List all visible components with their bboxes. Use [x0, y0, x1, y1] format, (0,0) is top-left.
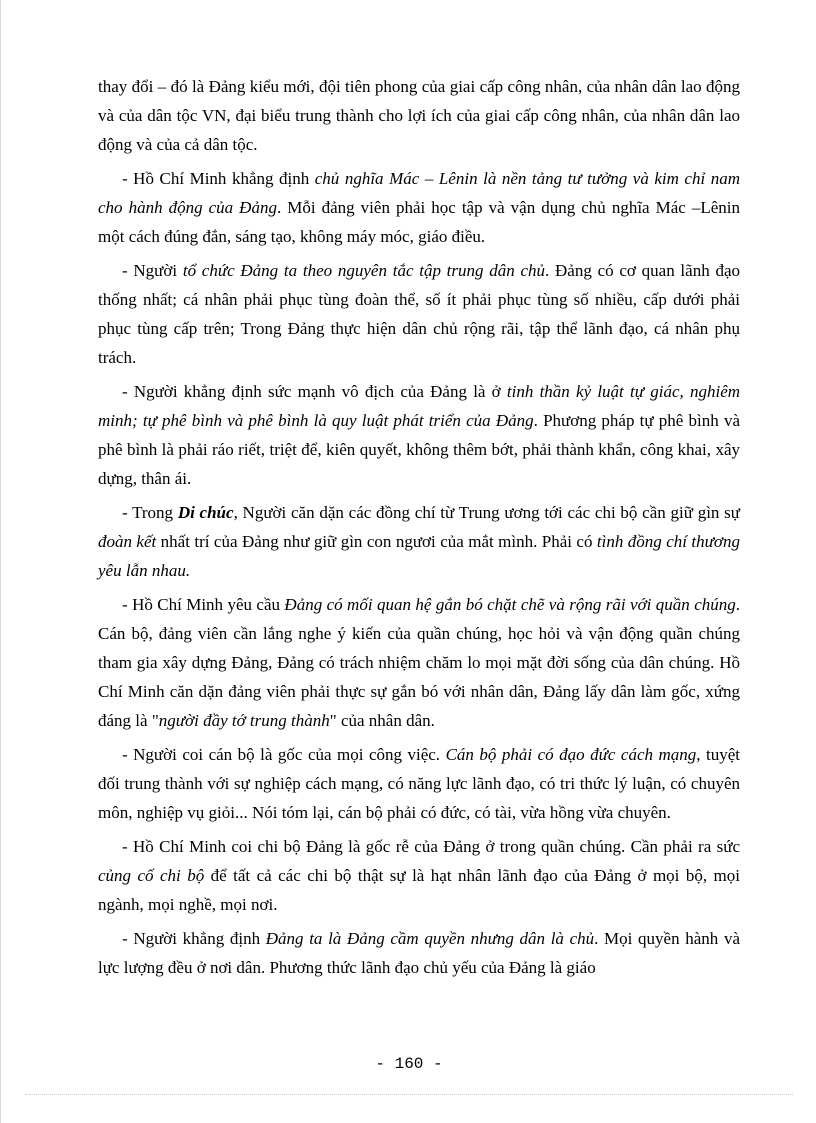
text-run: . Đảng có cơ quan lãnh đạo thống nhất; cá nhân phải phục tùng đoàn thể, số ít phải phục tùng số nhiều, cấp dưới phải phục tùng cấp trên; Trong Đảng thực hiện dân chủ rộng rãi, tập thể lãnh đạo, cá nhân phụ trách.: [98, 261, 740, 367]
text-run: . Mọi quyền hành và lực lượng đều ở nơi dân. Phương thức lãnh đạo chủ yếu của Đảng là giáo: [98, 929, 740, 977]
emphasis-text: tổ chức Đảng ta theo nguyên tắc tập trung dân chủ: [182, 261, 546, 280]
text-run: để tất cả các chi bộ thật sự là hạt nhân lãnh đạo của Đảng ở mọi bộ, mọi ngành, mọi nghề, mọi nơi.: [98, 866, 741, 914]
paragraph: [98, 164, 740, 251]
emphasis-text: chủ nghĩa Mác – Lênin là nền tảng tư tưởng và kim chỉ nam cho hành động của Đảng: [98, 169, 740, 217]
text-run: - Hồ Chí Minh khẳng định: [122, 169, 315, 188]
text-run: thay đổi – đó là Đảng kiểu mới, đội tiên phong của giai cấp công nhân, của nhân dân lao động và của dân tộc VN, đại biểu trung thành cho lợi ích của giai cấp công nhân, của nhân dân lao động và của cả dân tộc.: [98, 77, 740, 154]
text-run: . Mỗi đảng viên phải học tập và vận dụng chủ nghĩa Mác –Lênin một cách đúng đắn, sáng tạo, không máy móc, giáo điều.: [98, 198, 741, 246]
emphasis-text: củng cố chi bộ: [98, 866, 205, 885]
text-run: - Hồ Chí Minh yêu cầu: [122, 595, 285, 614]
text-run: . Phương pháp tự phê bình và phê bình là phải ráo riết, triệt để, kiên quyết, không thêm bớt, phải thành khẩn, công khai, xây dựng, thân ái.: [98, 411, 740, 488]
emphasis-text: Đảng có mối quan hệ gắn bó chặt chẽ và rộng rãi với quần chúng: [284, 595, 736, 614]
text-run: - Người khẳng định: [122, 929, 266, 948]
text-run: - Người coi cán bộ là gốc của mọi công việc.: [122, 745, 446, 764]
emphasis-text: Di chúc: [177, 503, 234, 522]
text-run: - Người khẳng định sức mạnh vô địch của Đảng là ở: [122, 382, 507, 401]
text-run: , Người căn dặn các đồng chí từ Trung ương tới các chi bộ cần giữ gìn sự: [233, 503, 740, 522]
paragraph: [98, 498, 740, 585]
emphasis-text: Cán bộ phải có đạo đức cách mạng: [445, 745, 697, 764]
text-run: nhất trí của Đảng như giữ gìn con ngươi của mắt mình. Phải có: [156, 532, 597, 551]
text-run: " của nhân dân.: [329, 711, 435, 730]
paragraph: [98, 590, 740, 735]
body-text: [98, 72, 740, 987]
emphasis-text: tình đồng chí thương yêu lẫn nhau.: [98, 532, 740, 580]
paragraph: [98, 924, 740, 982]
text-run: . Cán bộ, đảng viên cần lắng nghe ý kiến của quần chúng, học hỏi và vận động quần chúng tham gia xây dựng Đảng, Đảng có trách nhiệm chăm lo mọi mặt đời sống của dân chúng. Hồ Chí Minh căn dặn đảng viên phải thực sự gắn bó với nhân dân, Đảng lấy dân làm gốc, xứng đáng là ": [98, 595, 740, 730]
paragraph: [98, 72, 740, 159]
paragraph: [98, 832, 740, 919]
text-run: , tuyệt đối trung thành với sự nghiệp cách mạng, có năng lực lãnh đạo, có tri thức lý luận, có chuyên môn, nghiệp vụ giỏi... Nói tóm lại, cán bộ phải có đức, có tài, vừa hồng vừa chuyên.: [98, 745, 741, 822]
emphasis-text: đoàn kết: [98, 532, 157, 551]
paragraph: [98, 256, 740, 372]
text-run: - Trong: [122, 503, 178, 522]
page-number: - 160 -: [375, 1055, 443, 1073]
paragraph: [98, 740, 740, 827]
text-run: - Hồ Chí Minh coi chi bộ Đảng là gốc rễ của Đảng ở trong quần chúng. Cần phải ra sức: [122, 837, 740, 856]
emphasis-text: tinh thần kỷ luật tự giác, nghiêm minh; tự phê bình và phê bình là quy luật phát triển của Đảng: [98, 382, 741, 430]
paragraph: [98, 377, 740, 493]
footer-rule: [25, 1094, 793, 1095]
emphasis-text: Đảng ta là Đảng cầm quyền nhưng dân là chủ: [265, 929, 595, 948]
text-run: - Người: [122, 261, 183, 280]
emphasis-text: người đầy tớ trung thành: [158, 711, 330, 730]
